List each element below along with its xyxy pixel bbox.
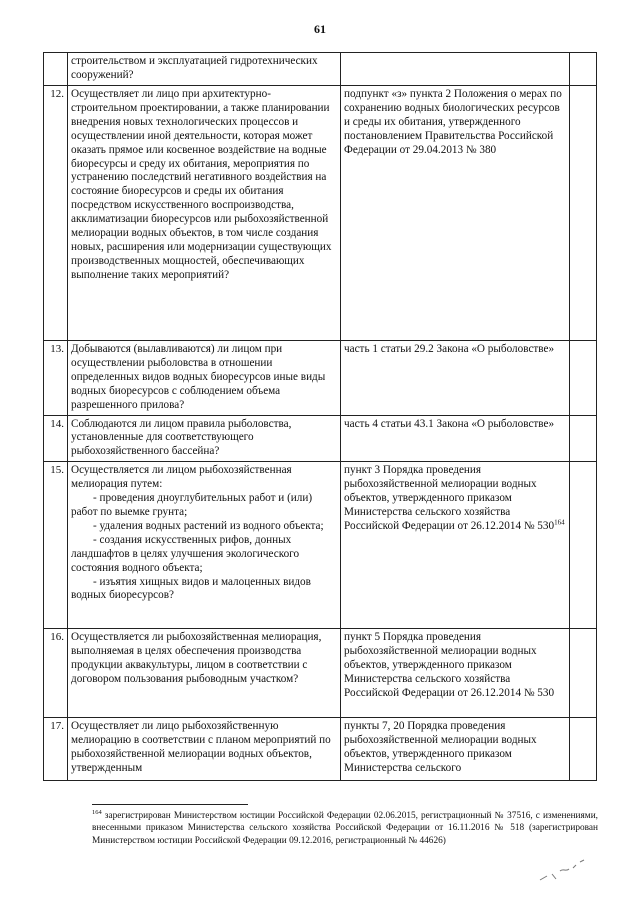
reference-cell: подпункт «з» пункта 2 Положения о мерах по сохранению водных биологических ресурсов и среды их обитания, утвержденного постановлением Правительства Российской Федерации от 29.04.2013 № 380 xyxy=(341,86,570,341)
bullet-item: - создания искусственных рифов, донных ландшафтов в целях улучшения экологического состояния водного объекта; xyxy=(71,533,300,574)
table-row xyxy=(44,53,597,86)
answer-cell xyxy=(570,341,597,416)
reference-cell: пункты 7, 20 Порядка проведения рыбохозяйственной мелиорации водных объектов, утвержденного приказом Министерства сельского xyxy=(341,718,570,781)
row-number: 17. xyxy=(44,718,68,781)
table-row xyxy=(44,718,597,781)
answer-cell xyxy=(570,718,597,781)
row-number: 12. xyxy=(44,86,68,341)
table-row xyxy=(44,86,597,341)
checklist-table xyxy=(43,52,597,781)
footnote xyxy=(92,810,598,847)
reference-cell: часть 4 статьи 43.1 Закона «О рыболовстве» xyxy=(341,415,570,462)
page-number: 61 xyxy=(314,22,326,36)
footnote-marker: 164 xyxy=(92,808,102,816)
bullet-item: - изъятия хищных видов и малоценных видов водных биоресурсов? xyxy=(71,575,311,602)
table-row xyxy=(44,462,597,629)
footnote-ref: 164 xyxy=(554,518,565,527)
answer-cell xyxy=(570,415,597,462)
answer-cell xyxy=(570,53,597,86)
reference-cell xyxy=(341,53,570,86)
question-cell: Добываются (вылавливаются) ли лицом при осуществлении рыболовства в отношении определенных видов водных биоресурсов иные виды водных биоресурсов с соблюдением объема разрешенного прилова? xyxy=(68,341,341,416)
bullet-item: - проведения дноуглубительных работ и (или) работ по выемке грунта; xyxy=(71,492,313,518)
answer-cell xyxy=(570,462,597,629)
table-row xyxy=(44,341,597,416)
handwritten-mark xyxy=(538,856,588,886)
reference-cell: пункт 5 Порядка проведения рыбохозяйственной мелиорации водных объектов, утвержденного приказом Министерства сельского хозяйства Российской Федерации от 26.12.2014 № 530 xyxy=(341,629,570,718)
footnote-divider xyxy=(92,804,248,805)
question-cell: Соблюдаются ли лицом правила рыболовства, установленные для соответствующего рыбохозяйственного бассейна? xyxy=(68,415,341,462)
table-row xyxy=(44,629,597,718)
row-number xyxy=(44,53,68,86)
question-cell: Осуществляется ли рыбохозяйственная мелиорация, выполняемая в целях обеспечения производства продукции аквакультуры, лицом в соответствии с договором пользования рыбоводным участком? xyxy=(68,629,341,718)
row-number: 14. xyxy=(44,415,68,462)
question-cell: Осуществляет ли лицо при архитектурно-строительном проектировании, а также планировании внедрения новых технологических процессов и осуществлении иной деятельности, которая может оказать прямое или косвенное воздействие на водные биоресурсы и среду их обитания, мероприятия по устранению последствий негативного воздействия на состояние биоресурсов и среды их обитания посредством искусственного воспроизводства, акклиматизации биоресурсов или рыбохозяйственной мелиорации водных объектов, в том числе создания новых, расширения или модернизации существующих производственных мощностей, обеспечивающих выполнение таких мероприятий? xyxy=(68,86,341,341)
row-number: 16. xyxy=(44,629,68,718)
question-cell xyxy=(68,462,341,629)
reference-cell: часть 1 статьи 29.2 Закона «О рыболовстве» xyxy=(341,341,570,416)
table-row xyxy=(44,415,597,462)
reference-text: пункт 3 Порядка проведения рыбохозяйственной мелиорации водных объектов, утвержденного приказом Министерства сельского хозяйства Российской Федерации от 26.12.2014 № 530 xyxy=(344,464,555,532)
answer-cell xyxy=(570,629,597,718)
answer-cell xyxy=(570,86,597,341)
bullet-item: - удаления водных растений из водного объекта; xyxy=(93,519,324,532)
question-intro: Осуществляется ли лицом рыбохозяйственная мелиорация путем: xyxy=(71,464,292,491)
row-number: 13. xyxy=(44,341,68,416)
footnote-text: зарегистрирован Министерством юстиции Российской Федерации 02.06.2015, регистрационный № 37516, с изменениями, внесенными приказом Министерства сельского хозяйства Российской Федерации от 16.11.2016 № 518 (зарегистрирован Министерством юстиции Российской Федерации 09.12.2016, регистрационный № 44626) xyxy=(92,811,598,846)
question-cell: Осуществляет ли лицо рыбохозяйственную мелиорацию в соответствии с планом мероприятий по рыбохозяйственной мелиорации водных объектов, утвержденным xyxy=(68,718,341,781)
reference-cell xyxy=(341,462,570,629)
row-number: 15. xyxy=(44,462,68,629)
question-cell: строительством и эксплуатацией гидротехнических сооружений? xyxy=(68,53,341,86)
